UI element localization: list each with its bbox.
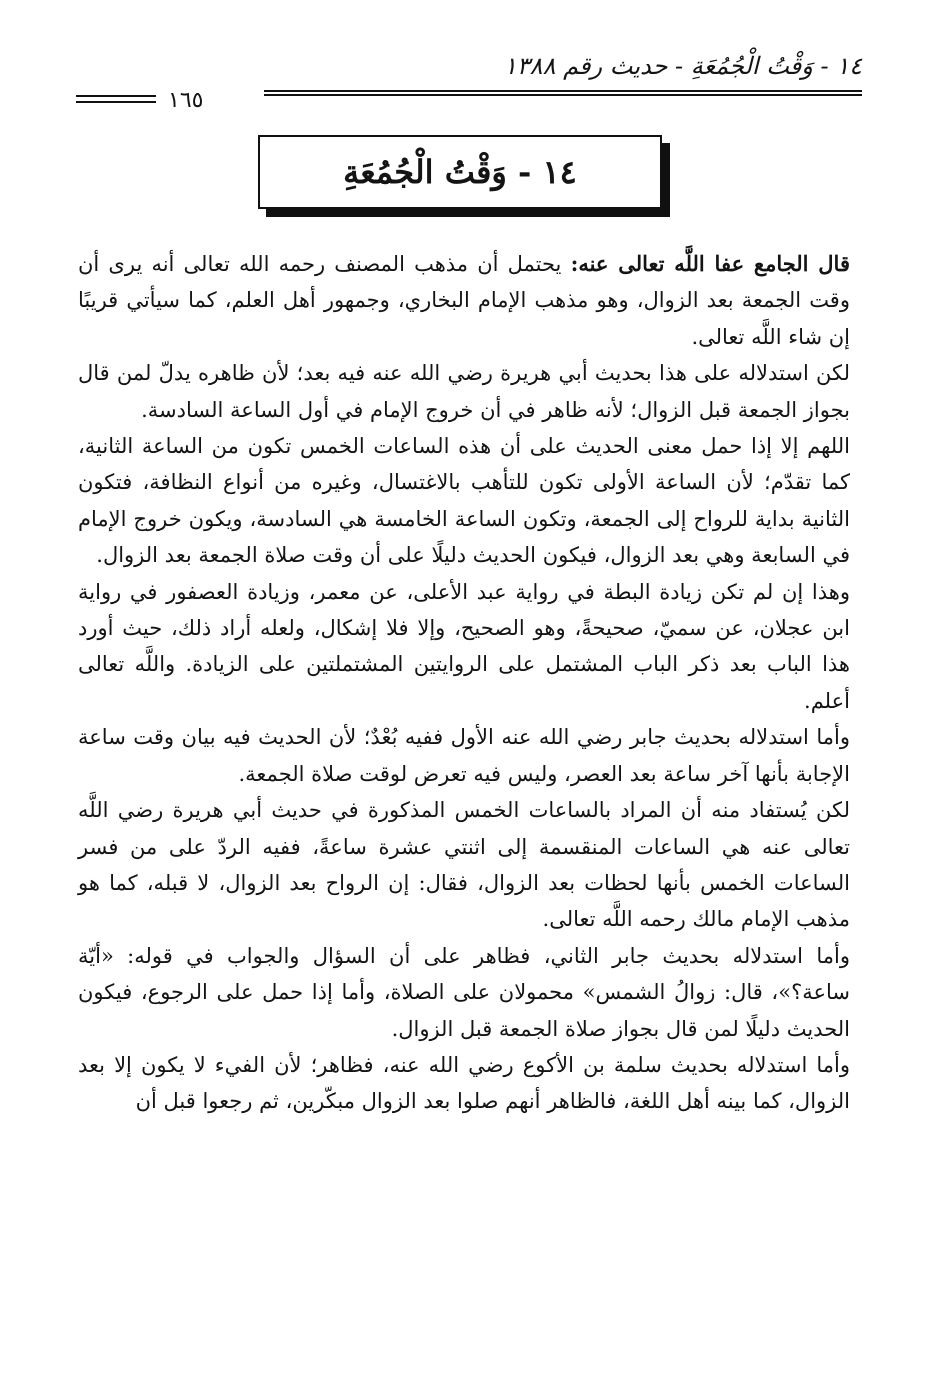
- paragraph-text: لكن استدلاله على هذا بحديث أبي هريرة رضي الله عنه فيه بعد؛ لأن ظاهره يدلّ لمن قال بجواز الجمعة قبل الزوال؛ لأنه ظاهر في أن خروج الإمام في أول الساعة السادسة.: [78, 361, 850, 422]
- paragraph: [78, 246, 850, 355]
- paragraph: [78, 428, 850, 574]
- paragraph-lead: قال الجامع عفا اللَّه تعالى عنه:: [570, 251, 850, 276]
- paragraph-text: لكن يُستفاد منه أن المراد بالساعات الخمس المذكورة في حديث أبي هريرة رضي اللَّه تعالى عنه هي الساعات المنقسمة إلى اثنتي عشرة ساعةً، ففيه الردّ على من فسر الساعات الخمس بأنها لحظات بعد الزوال، فقال: إن الرواح بعد الزوال، لا قبله، كما هو مذهب الإمام مالك رحمه اللَّه تعالى.: [78, 798, 850, 932]
- header-rule: [264, 90, 862, 96]
- body-text: [78, 246, 850, 1120]
- paragraph: [78, 792, 850, 938]
- page-header: [72, 44, 862, 113]
- paragraph-text: وأما استدلاله بحديث سلمة بن الأكوع رضي الله عنه، فظاهر؛ لأن الفيء لا يكون إلا بعد الزوال، كما بينه أهل اللغة، فالظاهر أنهم صلوا بعد الزوال مبكّرين، ثم رجعوا قبل أن: [78, 1052, 850, 1114]
- paragraph-text: اللهم إلا إذا حمل معنى الحديث على أن هذه الساعات الخمس تكون من الساعة الثانية، كما تقدّم؛ لأن الساعة الأولى تكون للتأهب بالاغتسال، وغيره من أنواع النظافة، فتكون الثانية بداية للرواح إلى الجمعة، وتكون الساعة الخامسة هي السادسة، ويكون خروج الإمام في السابعة وهي بعد الزوال، فيكون الحديث دليلًا على أن وقت صلاة الجمعة بعد الزوال.: [78, 434, 850, 568]
- paragraph-text: وهذا إن لم تكن زيادة البطة في رواية عبد الأعلى، عن معمر، وزيادة العصفور في رواية ابن عجلان، عن سميّ، صحيحةً، وهو الصحيح، وإلا فلا إشكال، ولعله أراد ذلك، حيث أورد هذا الباب بعد ذكر الباب المشتمل على الروايتين المشتملتين على الزيادة. واللَّه تعالى أعلم.: [78, 579, 850, 713]
- paragraph: [78, 574, 850, 720]
- chapter-title-box: [258, 135, 662, 209]
- chapter-title: ١٤ - وَقْتُ الْجُمُعَةِ: [343, 153, 577, 191]
- paragraph: [78, 355, 850, 428]
- paragraph: [78, 938, 850, 1047]
- paragraph-text: وأما استدلاله بحديث جابر الثاني، فظاهر على أن السؤال والجواب في قوله: «أيّة ساعة؟»، قال: زوالُ الشمس» محمولان على الصلاة، وأما إذا حمل على الرجوع، فيكون الحديث دليلًا لمن قال بجواز صلاة الجمعة قبل الزوال.: [78, 943, 850, 1041]
- paragraph: [78, 1047, 850, 1120]
- paragraph: [78, 719, 850, 792]
- paragraph-text: وأما استدلاله بحديث جابر رضي الله عنه الأول ففيه بُعْدٌ؛ لأن الحديث فيه بيان وقت ساعة الإجابة بأنها آخر ساعة بعد العصر، وليس فيه تعرض لوقت صلاة الجمعة.: [78, 725, 850, 786]
- header-rule-short: [76, 95, 156, 103]
- page-number: ١٦٥: [168, 88, 204, 113]
- running-title: ١٤ - وَقْتُ الْجُمُعَةِ - حديث رقم ١٣٨٨: [503, 52, 862, 80]
- paragraph-text: يحتمل أن مذهب المصنف رحمه الله تعالى أنه يرى أن وقت الجمعة بعد الزوال، وهو مذهب الإمام البخاري، وجمهور أهل العلم، كما سيأتي قريبًا إن شاء اللَّه تعالى.: [78, 252, 850, 349]
